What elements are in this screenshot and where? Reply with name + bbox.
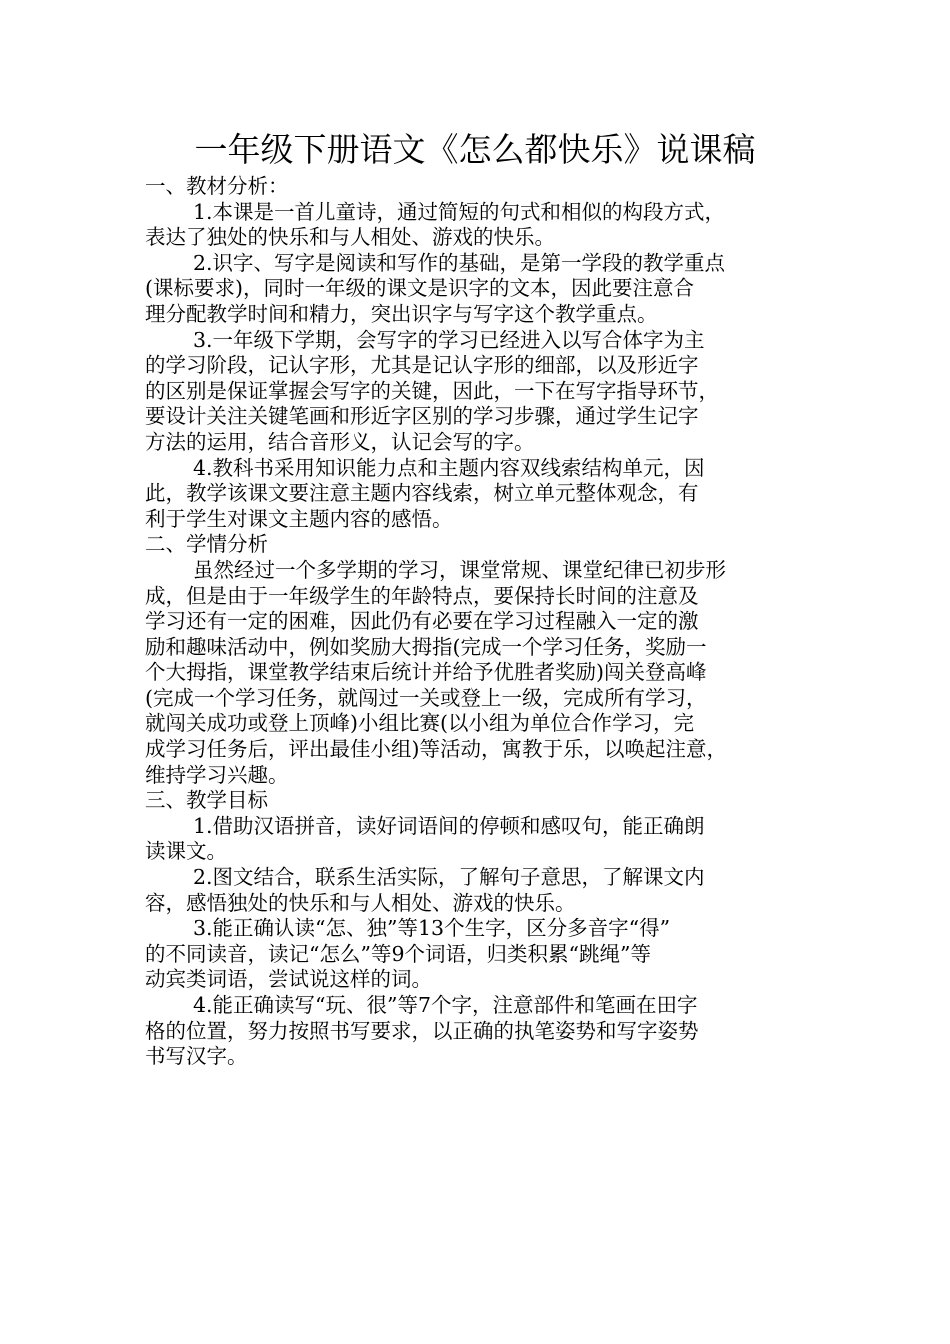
text-line: 容，感悟独处的快乐和与人相处、游戏的快乐。 [145, 890, 576, 915]
text-line: 的不同读音，读记“怎么”等9个词语，归类积累“跳绳”等 [145, 941, 651, 966]
text-line: 一、教材分析： [145, 174, 289, 198]
text-line: 励和趣味活动中，例如奖励大拇指(完成一个学习任务，奖励一 [145, 634, 707, 659]
text-line: 理分配教学时间和精力，突出识字与写字这个教学重点。 [145, 301, 658, 326]
document-title: 一年级下册语文《怎么都快乐》说课稿 [194, 130, 756, 169]
document-body [145, 174, 825, 1070]
text-line: 读课文。 [145, 839, 227, 864]
text-line: 成，但是由于一年级学生的年龄特点，要保持长时间的注意及 [145, 583, 699, 608]
text-line: 2.图文结合，联系生活实际，了解句子意思，了解课文内 [193, 865, 705, 890]
text-line: 就闯关成功或登上顶峰)小组比赛(以小组为单位合作学习，完 [145, 711, 694, 736]
text-line: 学习还有一定的困难，因此仍有必要在学习过程融入一定的激 [145, 609, 699, 634]
text-line: 动宾类词语，尝试说这样的词。 [145, 967, 432, 992]
text-line: (课标要求)，同时一年级的课文是识字的文本，因此要注意合 [145, 276, 694, 301]
text-line: 1.本课是一首儿童诗，通过简短的句式和相似的构段方式， [193, 199, 726, 224]
text-line: 3.一年级下学期，会写字的学习已经进入以写合体字为主 [193, 327, 705, 352]
text-line: 4.教科书采用知识能力点和主题内容双线索结构单元，因 [193, 455, 705, 480]
text-line: 3.能正确认读“怎、独”等13个生字，区分多音字“得” [193, 916, 671, 941]
text-line: 二、学情分析 [145, 532, 268, 557]
text-line: 方法的运用，结合音形义，认记会写的字。 [145, 429, 535, 454]
text-line: 4.能正确读写“玩、很”等7个字，注意部件和笔画在田字 [193, 993, 698, 1017]
text-line: 格的位置，努力按照书写要求，以正确的执笔姿势和写字姿势 [145, 1018, 699, 1043]
text-line: 的学习阶段，记认字形，尤其是记认字形的细部，以及形近字 [145, 353, 699, 378]
text-line: 成学习任务后，评出最佳小组)等活动，寓教于乐，以唤起注意， [145, 737, 727, 762]
text-line: 维持学习兴趣。 [145, 762, 289, 787]
text-line: 个大拇指，课堂教学结束后统计并给予优胜者奖励)闯关登高峰 [145, 660, 707, 685]
text-line: 1.借助汉语拼音，读好词语间的停顿和感叹句，能正确朗 [193, 813, 705, 838]
text-line: 的区别是保证掌握会写字的关键，因此，一下在写字指导环节， [145, 378, 719, 403]
text-line: 三、教学目标 [145, 788, 268, 813]
text-line: 此，教学该课文要注意主题内容线索，树立单元整体观念，有 [145, 481, 699, 506]
text-line: 要设计关注关键笔画和形近字区别的学习步骤，通过学生记字 [145, 404, 699, 429]
text-line: 2.识字、写字是阅读和写作的基础，是第一学段的教学重点 [193, 250, 726, 275]
text-line: (完成一个学习任务，就闯过一关或登上一级，完成所有学习， [145, 685, 707, 710]
text-line: 虽然经过一个多学期的学习，课堂常规、课堂纪律已初步形 [193, 557, 726, 582]
text-line: 表达了独处的快乐和与人相处、游戏的快乐。 [145, 225, 555, 250]
text-line: 书写汉字。 [145, 1044, 248, 1069]
text-line: 利于学生对课文主题内容的感悟。 [145, 506, 453, 531]
